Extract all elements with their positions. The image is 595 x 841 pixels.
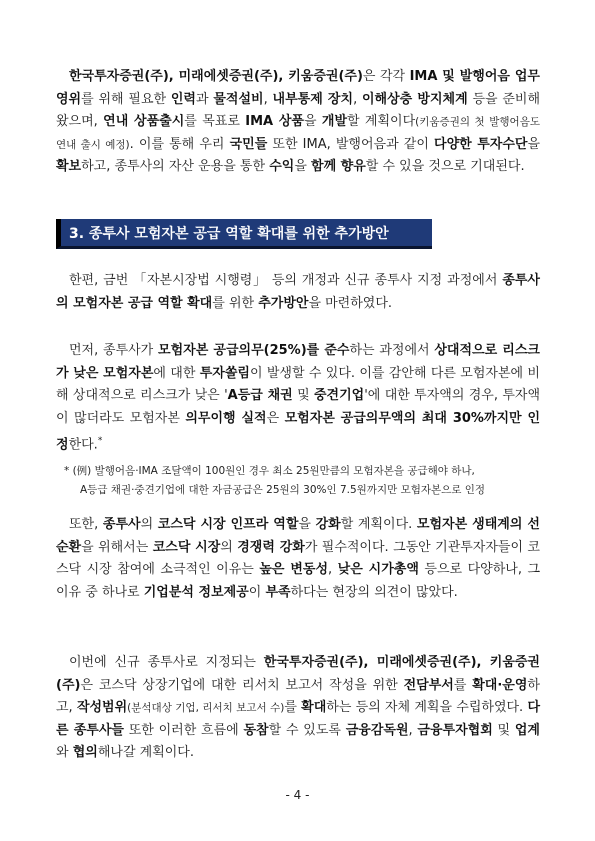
paragraph-obligation: 먼저, 종투사가 모험자본 공급의무(25%)를 준수하는 과정에서 상대적으로 리스크가 낮은 모험자본에 대한 투자쏠림이 발생할 수 있다. 이를 감안해 다른 모험자본에 비해 상대적으로 리스크가 낮은 'A등급 채권 및 중견기업'에 대한 투자액의 경우, 투자액이 많더라도 모험자본 의무이행 실적은 모험자본 공급의무액의 최대 30%까지만 인정한다.*: [56, 343, 541, 453]
paragraph-research: 이번에 신규 종투사로 지정되는 한국투자증권(주), 미래에셋증권(주), 키움증권(주)은 코스닥 상장기업에 대한 리서치 보고서 작성을 위한 전담부서를 확대·운영하고, 작성범위(분석대상 기업, 리서치 보고서 수)를 확대하는 등의 자체 계획을 수립하였다. 다른 종투사들 또한 이러한 흐름에 동참할 수 있도록 금융감독원, 금융투자협회 및 업계와 협의해나갈 계획이다.: [56, 655, 540, 760]
section-heading: 3. 종투사 모험자본 공급 역할 확대를 위한 추가방안: [56, 219, 432, 249]
paragraph-kosdaq: 또한, 종투사의 코스닥 시장 인프라 역할을 강화할 계획이다. 모험자본 생태계의 선순환을 위해서는 코스닥 시장의 경쟁력 강화가 필수적이다. 그동안 기관투자자들이 코스닥 시장 참여에 소극적인 이유는 높은 변동성, 낮은 시가총액 등으로 다양하나, 그 이유 중 하나로 기업분석 정보제공이 부족하다는 현장의 의견이 많았다.: [56, 517, 541, 600]
paragraph-ima-readiness: 한국투자증권(주), 미래에셋증권(주), 키움증권(주)은 각각 IMA 및 발행어음 업무 영위를 위해 필요한 인력과 물적설비, 내부통제 장치, 이해상충 방지체계 등을 준비해왔으며, 연내 상품출시를 목표로 IMA 상품을 개발할 계획이다(키움증권의 첫 발행어음도 연내 출시 예정). 이를 통해 우리 국민들 또한 IMA, 발행어음과 같이 다양한 투자수단을 확보하고, 종투사의 자산 운용을 통한 수익을 함께 향유할 수 있을 것으로 기대된다.: [56, 69, 541, 174]
paragraph-intro: 한편, 금번 「자본시장법 시행령」 등의 개정과 신규 종투사 지정 과정에서 종투사의 모험자본 공급 역할 확대를 위한 추가방안을 마련하였다.: [56, 273, 540, 311]
page-number: - 4 -: [285, 788, 310, 802]
footnote: * (例) 발행어음·IMA 조달액이 100원인 경우 최소 25원만큼의 모험자본을 공급해야 하나, A등급 채권·중견기업에 대한 자금공급은 25원의 30%인 7.5원까지만 모험자본으로 인정: [64, 465, 486, 496]
